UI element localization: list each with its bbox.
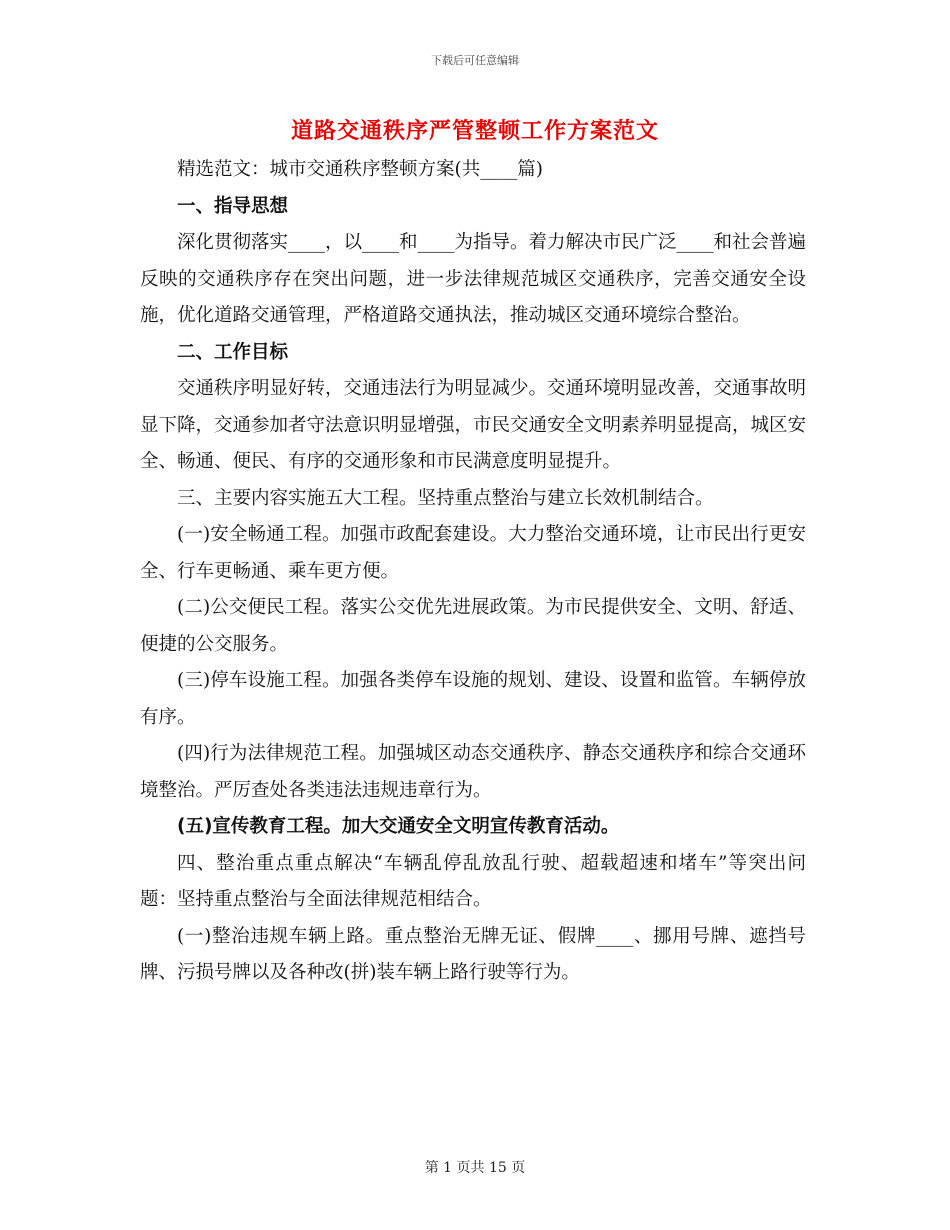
section-heading-4: 四、整治重点重点解决“车辆乱停乱放乱行驶、超载超速和堵车”等突出问题：坚持重点整治与全面法律规范相结合。: [140, 852, 806, 910]
paragraph-bold: (五)宣传教育工程。加大交通安全文明宣传教育活动。: [177, 816, 620, 837]
section-heading-1: 一、指导思想: [177, 195, 289, 217]
paragraph: (一)整治违规车辆上路。重点整治无牌无证、假牌____、挪用号牌、遮挡号牌、污损号牌以及各种改(拼)装车辆上路行驶等行为。: [140, 925, 806, 983]
paragraph: (三)停车设施工程。加强各类停车设施的规划、建设、设置和监管。车辆停放有序。: [140, 670, 806, 728]
paragraph: (四)行为法律规范工程。加强城区动态交通秩序、静态交通秩序和综合交通环境整治。严厉查处各类违法违规违章行为。: [140, 743, 806, 801]
paragraph: 交通秩序明显好转，交通违法行为明显减少。交通环境明显改善，交通事故明显下降，交通参加者守法意识明显增强，市民交通安全文明素养明显提高，城区安全、畅通、便民、有序的交通形象和市民满意度明显提升。: [140, 378, 807, 472]
paragraph: 深化贯彻落实____，以____和____为指导。着力解决市民广泛____和社会普遍反映的交通秩序存在突出问题，进一步法律规范城区交通秩序，完善交通安全设施，优化道路交通管理，严格道路交通执法，推动城区交通环境综合整治。: [140, 232, 807, 326]
paragraph: (二)公交便民工程。落实公交优先进展政策。为市民提供安全、文明、舒适、便捷的公交服务。: [140, 597, 806, 655]
page-footer: 第 1 页共 15 页: [424, 1160, 526, 1176]
paragraph-intro: 精选范文：城市交通秩序整顿方案(共____篇): [177, 159, 543, 180]
section-heading-3: 三、主要内容实施五大工程。坚持重点整治与建立长效机制结合。: [177, 487, 714, 509]
document-body: [140, 152, 806, 992]
paragraph: (一)安全畅通工程。加强市政配套建设。大力整治交通环境，让市民出行更安全、行车更畅通、乘车更方便。: [140, 524, 806, 582]
document-title: 道路交通秩序严管整顿工作方案范文: [290, 119, 659, 144]
header-note: 下载后可任意编辑: [431, 54, 519, 67]
section-heading-2: 二、工作目标: [177, 341, 289, 363]
